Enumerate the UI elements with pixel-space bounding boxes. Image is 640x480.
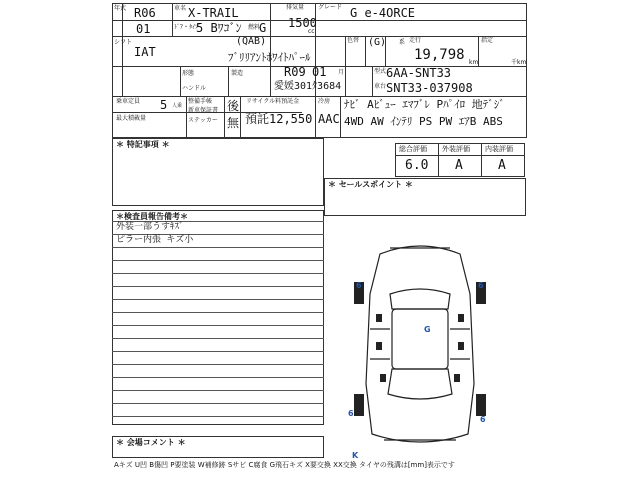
made-label: 製造 bbox=[231, 70, 244, 77]
damage-mark: G bbox=[424, 325, 431, 334]
ruled-line bbox=[112, 247, 324, 248]
model-label: 車名 bbox=[174, 5, 187, 12]
door-type-label: ﾄﾞｱ・ﾀｲﾌﾟ bbox=[174, 24, 202, 31]
fuel: G bbox=[259, 21, 267, 35]
inspection-year: R09 bbox=[284, 65, 306, 79]
sticker-none: 無 bbox=[227, 116, 240, 130]
inspector-note-1: 外装一部うすｷｽﾞ bbox=[116, 222, 184, 232]
mileage-unit: km bbox=[469, 59, 479, 66]
sales-point-title: ＊ セールスポイント ＊ bbox=[328, 180, 413, 189]
ruled-line bbox=[112, 403, 324, 404]
car-damage-diagram bbox=[340, 234, 500, 464]
license-plate: 愛媛301ﾀ3684 bbox=[274, 81, 342, 92]
max-load-label: 最大積載量 bbox=[116, 115, 147, 122]
exterior-rating-label: 外装評価 bbox=[442, 145, 470, 153]
year-label: 年式 bbox=[114, 5, 127, 12]
mileage: 19,798 bbox=[414, 47, 465, 63]
month: 01 bbox=[136, 22, 151, 36]
displacement-unit: cc bbox=[308, 28, 315, 35]
recycle-label: リサイクル料預託金 bbox=[246, 98, 300, 105]
damage-mark: 6 bbox=[480, 415, 486, 424]
maintenance-after: 後 bbox=[227, 99, 240, 113]
damage-mark: 6 bbox=[356, 281, 362, 290]
interior-rating-label: 内装評価 bbox=[485, 145, 513, 153]
ruled-line bbox=[112, 338, 324, 339]
ruled-line bbox=[112, 377, 324, 378]
damage-mark: K bbox=[352, 451, 359, 460]
model-code: 6AA-SNT33 bbox=[386, 66, 452, 80]
chassis-number: SNT33-037908 bbox=[386, 81, 473, 95]
inspector-notes-title: ＊検査員報告備考＊ bbox=[116, 212, 188, 221]
options-line-2: 4WD AW ｲﾝﾃﾘ PS PW ｴｱB ABS bbox=[344, 115, 503, 128]
model-name: X-TRAIL bbox=[188, 6, 239, 20]
warranty-label: 新車保証書 bbox=[188, 107, 219, 114]
ac-value: AAC bbox=[318, 112, 340, 126]
equip-label: 形態 bbox=[182, 70, 195, 77]
ruled-line bbox=[112, 364, 324, 365]
capacity-label: 乗車定員 bbox=[116, 98, 141, 105]
color-change: (G) bbox=[368, 37, 387, 48]
exterior-rating: A bbox=[455, 158, 463, 173]
model-year: R06 bbox=[134, 6, 156, 20]
interior-rating: A bbox=[498, 158, 506, 173]
ruled-line bbox=[112, 286, 324, 287]
ruled-line bbox=[112, 416, 324, 417]
capacity-unit: 人乗 bbox=[172, 103, 183, 109]
maintenance-label: 整備手帳 bbox=[188, 98, 213, 105]
ruled-line bbox=[112, 390, 324, 391]
color-name: ﾌﾞﾘﾘｱﾝﾄﾎﾜｲﾄﾊﾟｰﾙ bbox=[228, 51, 311, 64]
ruled-line bbox=[112, 325, 324, 326]
recycle-deposit: 預託12,550 bbox=[245, 112, 313, 126]
color-change-suffix: 系 bbox=[399, 39, 406, 46]
km-unit: 千km bbox=[511, 59, 527, 66]
shift-label: シフト bbox=[114, 39, 133, 46]
chassis-label: 車台 bbox=[374, 83, 387, 90]
ruled-line bbox=[112, 273, 324, 274]
designation-label: 指定 bbox=[481, 37, 494, 44]
capacity: 5 bbox=[160, 98, 168, 112]
ruled-line bbox=[112, 260, 324, 261]
inspector-note-2: ピラー内張 キズ小 bbox=[116, 235, 194, 245]
grade: G e-4ORCE bbox=[350, 6, 416, 20]
mileage-label: 走行 bbox=[409, 37, 422, 44]
damage-mark: 6 bbox=[348, 409, 354, 418]
door-type: 5 Bﾜｺﾞﾝ bbox=[196, 21, 242, 35]
ruled-line bbox=[112, 351, 324, 352]
special-notes-title: ＊ 特記事項 ＊ bbox=[116, 140, 170, 149]
grade-label: グレード bbox=[318, 4, 343, 11]
inspection-month-suffix: 月 bbox=[338, 69, 345, 76]
damage-mark: 6 bbox=[478, 281, 484, 290]
damage-legend: Aキズ U凹 B傷凹 P要塗装 W補修跡 Sサビ C腐食 G飛石キズ X要交換 XX交換 タイヤの残溝は[mm]表示です bbox=[114, 461, 455, 469]
displacement-label: 排気量 bbox=[286, 4, 305, 11]
handle-label: ハンドル bbox=[182, 85, 207, 92]
overall-rating-label: 総合評価 bbox=[399, 145, 427, 153]
shift: IAT bbox=[134, 45, 156, 59]
ac-label: 冷房 bbox=[318, 98, 331, 105]
sticker-label: ステッカー bbox=[188, 117, 218, 124]
overall-rating: 6.0 bbox=[405, 158, 429, 173]
ruled-line bbox=[112, 312, 324, 313]
color-change-label: 色替 bbox=[347, 37, 360, 44]
displacement: 1500 bbox=[288, 16, 317, 30]
inspection-month: 01 bbox=[312, 65, 327, 79]
color-code: (QAB) bbox=[236, 36, 267, 47]
model-code-label: 型式 bbox=[374, 68, 387, 75]
venue-comment-title: ＊ 会場コメント ＊ bbox=[116, 438, 186, 447]
fuel-label: 燃料 bbox=[248, 24, 261, 31]
options-line-1: ﾅﾋﾞ Aﾋﾞｭｰ ｴﾏﾌﾞﾚ Pﾊﾟｲﾛ 地ﾃﾞｼﾞ bbox=[344, 98, 505, 111]
ruled-line bbox=[112, 299, 324, 300]
